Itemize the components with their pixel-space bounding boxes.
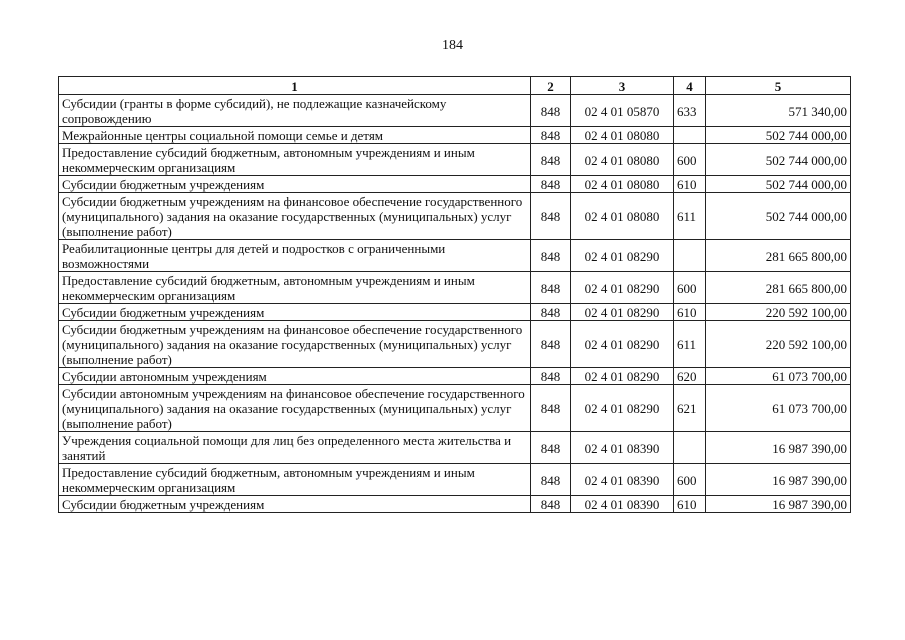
row-name-cell: Предоставление субсидий бюджетным, автономным учреждениям и иным некоммерческим организациям	[59, 464, 531, 496]
row-amount-cell: 502 744 000,00	[706, 127, 851, 144]
row-name-cell: Субсидии автономным учреждениям	[59, 368, 531, 385]
row-code-cell: 848	[531, 95, 571, 127]
row-type-cell	[674, 432, 706, 464]
row-target-cell: 02 4 01 08390	[571, 432, 674, 464]
table-row	[59, 368, 851, 385]
row-target-cell: 02 4 01 08290	[571, 321, 674, 368]
row-code-cell: 848	[531, 496, 571, 513]
row-type-cell: 633	[674, 95, 706, 127]
row-name-cell: Субсидии бюджетным учреждениям на финансовое обеспечение государственного (муниципального) задания на оказание государственных (муниципальных) услуг (выполнение работ)	[59, 193, 531, 240]
row-type-cell	[674, 127, 706, 144]
row-type-cell: 600	[674, 272, 706, 304]
row-code-cell: 848	[531, 464, 571, 496]
table-row	[59, 176, 851, 193]
row-type-cell: 610	[674, 496, 706, 513]
row-type-cell: 600	[674, 464, 706, 496]
row-amount-cell: 16 987 390,00	[706, 464, 851, 496]
table-row	[59, 385, 851, 432]
table-row	[59, 240, 851, 272]
column-header: 3	[571, 77, 674, 95]
row-name-cell: Предоставление субсидий бюджетным, автономным учреждениям и иным некоммерческим организациям	[59, 272, 531, 304]
row-name-cell: Предоставление субсидий бюджетным, автономным учреждениям и иным некоммерческим организациям	[59, 144, 531, 176]
row-target-cell: 02 4 01 08080	[571, 176, 674, 193]
row-target-cell: 02 4 01 08080	[571, 127, 674, 144]
row-code-cell: 848	[531, 272, 571, 304]
row-code-cell: 848	[531, 321, 571, 368]
row-type-cell: 611	[674, 321, 706, 368]
row-type-cell: 610	[674, 176, 706, 193]
column-header: 2	[531, 77, 571, 95]
column-header: 5	[706, 77, 851, 95]
row-name-cell: Субсидии бюджетным учреждениям на финансовое обеспечение государственного (муниципального) задания на оказание государственных (муниципальных) услуг (выполнение работ)	[59, 321, 531, 368]
row-code-cell: 848	[531, 432, 571, 464]
row-amount-cell: 61 073 700,00	[706, 368, 851, 385]
table-row	[59, 127, 851, 144]
row-target-cell: 02 4 01 08290	[571, 385, 674, 432]
row-name-cell: Субсидии бюджетным учреждениям	[59, 496, 531, 513]
column-header: 1	[59, 77, 531, 95]
row-code-cell: 848	[531, 193, 571, 240]
row-code-cell: 848	[531, 240, 571, 272]
row-target-cell: 02 4 01 08290	[571, 304, 674, 321]
row-amount-cell: 502 744 000,00	[706, 144, 851, 176]
row-target-cell: 02 4 01 08390	[571, 496, 674, 513]
row-target-cell: 02 4 01 08290	[571, 368, 674, 385]
row-target-cell: 02 4 01 08390	[571, 464, 674, 496]
table-header-row	[59, 77, 851, 95]
table-row	[59, 496, 851, 513]
row-type-cell: 621	[674, 385, 706, 432]
row-amount-cell: 16 987 390,00	[706, 496, 851, 513]
table-row	[59, 95, 851, 127]
row-amount-cell: 502 744 000,00	[706, 193, 851, 240]
row-code-cell: 848	[531, 176, 571, 193]
row-type-cell	[674, 240, 706, 272]
row-amount-cell: 281 665 800,00	[706, 272, 851, 304]
table-row	[59, 272, 851, 304]
row-name-cell: Реабилитационные центры для детей и подростков с ограниченными возможностями	[59, 240, 531, 272]
row-name-cell: Субсидии автономным учреждениям на финансовое обеспечение государственного (муниципального) задания на оказание государственных (муниципальных) услуг (выполнение работ)	[59, 385, 531, 432]
row-target-cell: 02 4 01 08290	[571, 240, 674, 272]
row-target-cell: 02 4 01 08290	[571, 272, 674, 304]
row-name-cell: Межрайонные центры социальной помощи семье и детям	[59, 127, 531, 144]
row-amount-cell: 220 592 100,00	[706, 321, 851, 368]
column-header: 4	[674, 77, 706, 95]
row-type-cell: 611	[674, 193, 706, 240]
row-type-cell: 610	[674, 304, 706, 321]
row-amount-cell: 502 744 000,00	[706, 176, 851, 193]
table-body	[59, 95, 851, 513]
row-code-cell: 848	[531, 368, 571, 385]
row-code-cell: 848	[531, 144, 571, 176]
budget-table	[58, 76, 851, 513]
table-row	[59, 432, 851, 464]
row-type-cell: 600	[674, 144, 706, 176]
row-code-cell: 848	[531, 385, 571, 432]
table-row	[59, 193, 851, 240]
row-name-cell: Субсидии бюджетным учреждениям	[59, 304, 531, 321]
row-name-cell: Субсидии (гранты в форме субсидий), не подлежащие казначейскому сопровождению	[59, 95, 531, 127]
row-type-cell: 620	[674, 368, 706, 385]
table-row	[59, 464, 851, 496]
row-amount-cell: 571 340,00	[706, 95, 851, 127]
row-target-cell: 02 4 01 08080	[571, 144, 674, 176]
row-code-cell: 848	[531, 127, 571, 144]
row-amount-cell: 16 987 390,00	[706, 432, 851, 464]
row-amount-cell: 281 665 800,00	[706, 240, 851, 272]
row-target-cell: 02 4 01 05870	[571, 95, 674, 127]
row-name-cell: Субсидии бюджетным учреждениям	[59, 176, 531, 193]
row-code-cell: 848	[531, 304, 571, 321]
table-row	[59, 144, 851, 176]
row-amount-cell: 61 073 700,00	[706, 385, 851, 432]
table-row	[59, 321, 851, 368]
row-target-cell: 02 4 01 08080	[571, 193, 674, 240]
page-number: 184	[442, 38, 463, 53]
row-name-cell: Учреждения социальной помощи для лиц без определенного места жительства и занятий	[59, 432, 531, 464]
table-row	[59, 304, 851, 321]
row-amount-cell: 220 592 100,00	[706, 304, 851, 321]
